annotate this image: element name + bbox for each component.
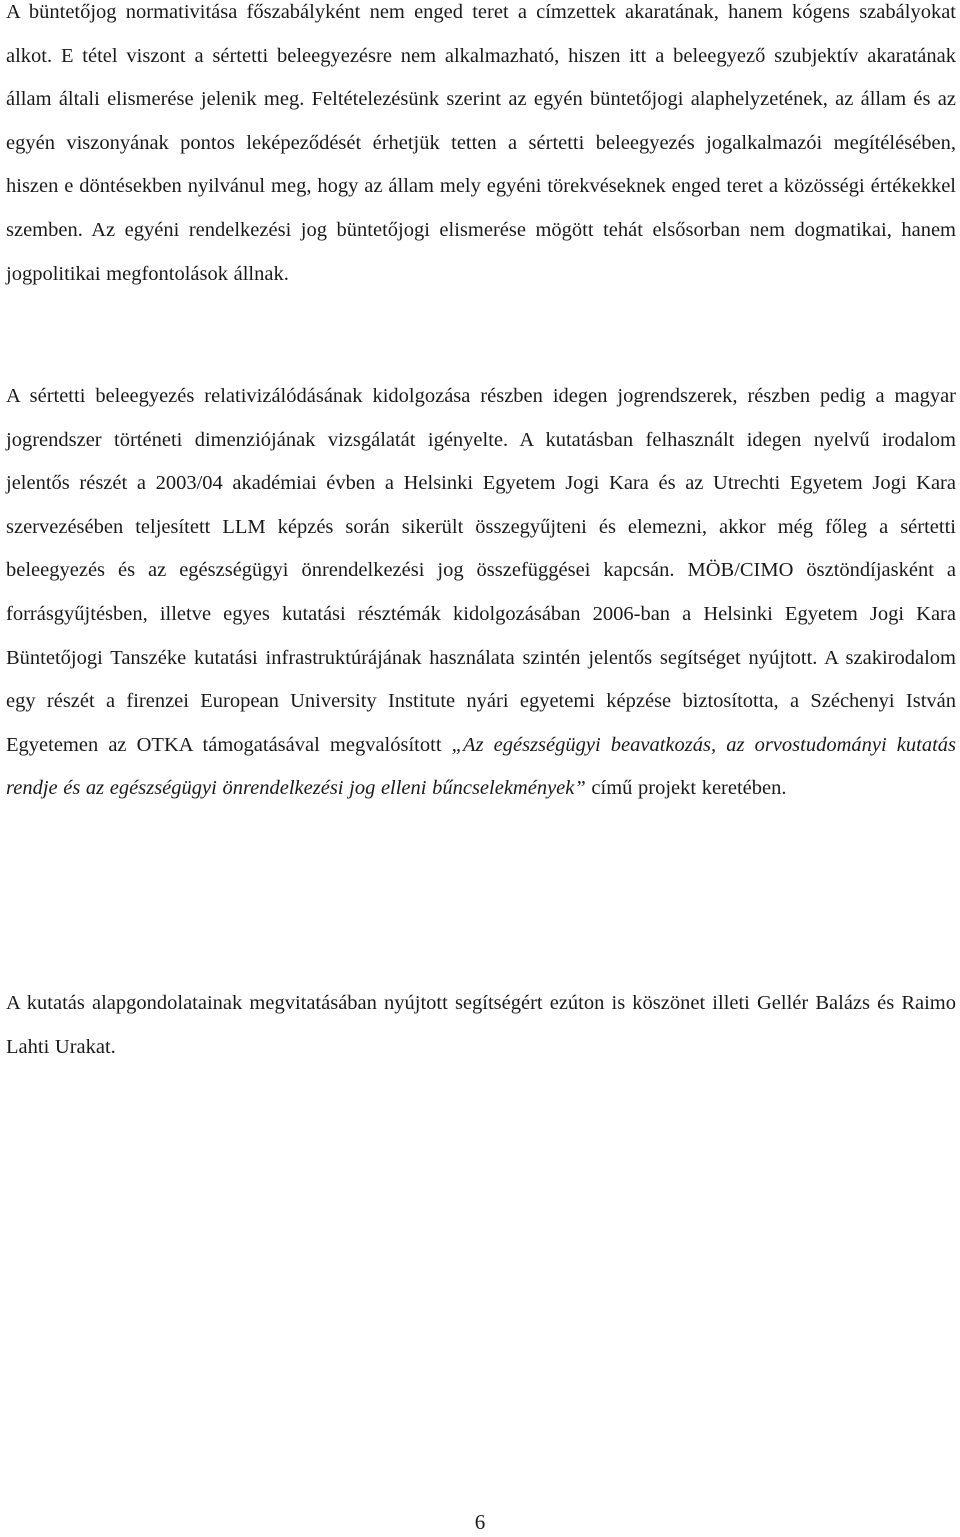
paragraph-research-sources [6,375,956,811]
project-title-italic: „Az egészségügyi beavatkozás, az orvostudományi kutatás rendje és az egészségügyi önrendelkezési jog elleni bűncselekmények” [6,733,956,800]
paragraph-normativity: A büntetőjog normativitása főszabályként nem enged teret a címzettek akaratának, hanem kógens szabályokat alkot. E tétel viszont a sértetti beleegyezésre nem alkalmazható, hiszen itt a beleegyező szubjektív akaratának állam általi elismerése jelenik meg. Feltételezésünk szerint az egyén büntetőjogi alaphelyzetének, az állam és az egyén viszonyának pontos leképeződését érhetjük tetten a sértetti beleegyezés jogalkalmazói megítélésében, hiszen e döntésekben nyilvánul meg, hogy az állam mely egyéni törekvéseknek enged teret a közösségi értékekkel szemben. Az egyéni rendelkezési jog büntetőjogi elismerése mögött tehát elsősorban nem dogmatikai, hanem jogpolitikai megfontolások állnak. [6,1,956,285]
paragraph-acknowledgement: A kutatás alapgondolatainak megvitatásában nyújtott segítségért ezúton is köszönet illeti Gellér Balázs és Raimo Lahti Urakat. [6,992,956,1058]
page-number: 6 [474,1510,486,1534]
paragraph-research-sources-ending: című projekt keretében. [585,777,787,800]
paragraph-research-sources-text: A sértetti beleegyezés relativizálódásának kidolgozása részben idegen jogrendszerek, részben pedig a magyar jogrendszer történeti dimenziójának vizsgálatát igényelte. A kutatásban felhasznált idegen nyelvű irodalom jelentős részét a 2003/04 akadémiai évben a Helsinki Egyetem Jogi Kara és az Utrechti Egyetem Jogi Kara szervezésében teljesített LLM képzés során sikerült összegyűjteni és elemezni, akkor még főleg a sértetti beleegyezés és az egészségügyi önrendelkezési jog összefüggései kapcsán. MÖB/CIMO ösztöndíjasként a forrásgyűjtésben, illetve egyes kutatási résztémák kidolgozásában 2006-ban a Helsinki Egyetem Jogi Kara Büntetőjogi Tanszéke kutatási infrastruktúrájának használata szintén jelentős segítséget nyújtott. A szakirodalom egy részét a firenzei European University Institute nyári egyetemi képzése biztosította, a Széchenyi István Egyetemen az OTKA támogatásával megvalósított [6,385,956,756]
